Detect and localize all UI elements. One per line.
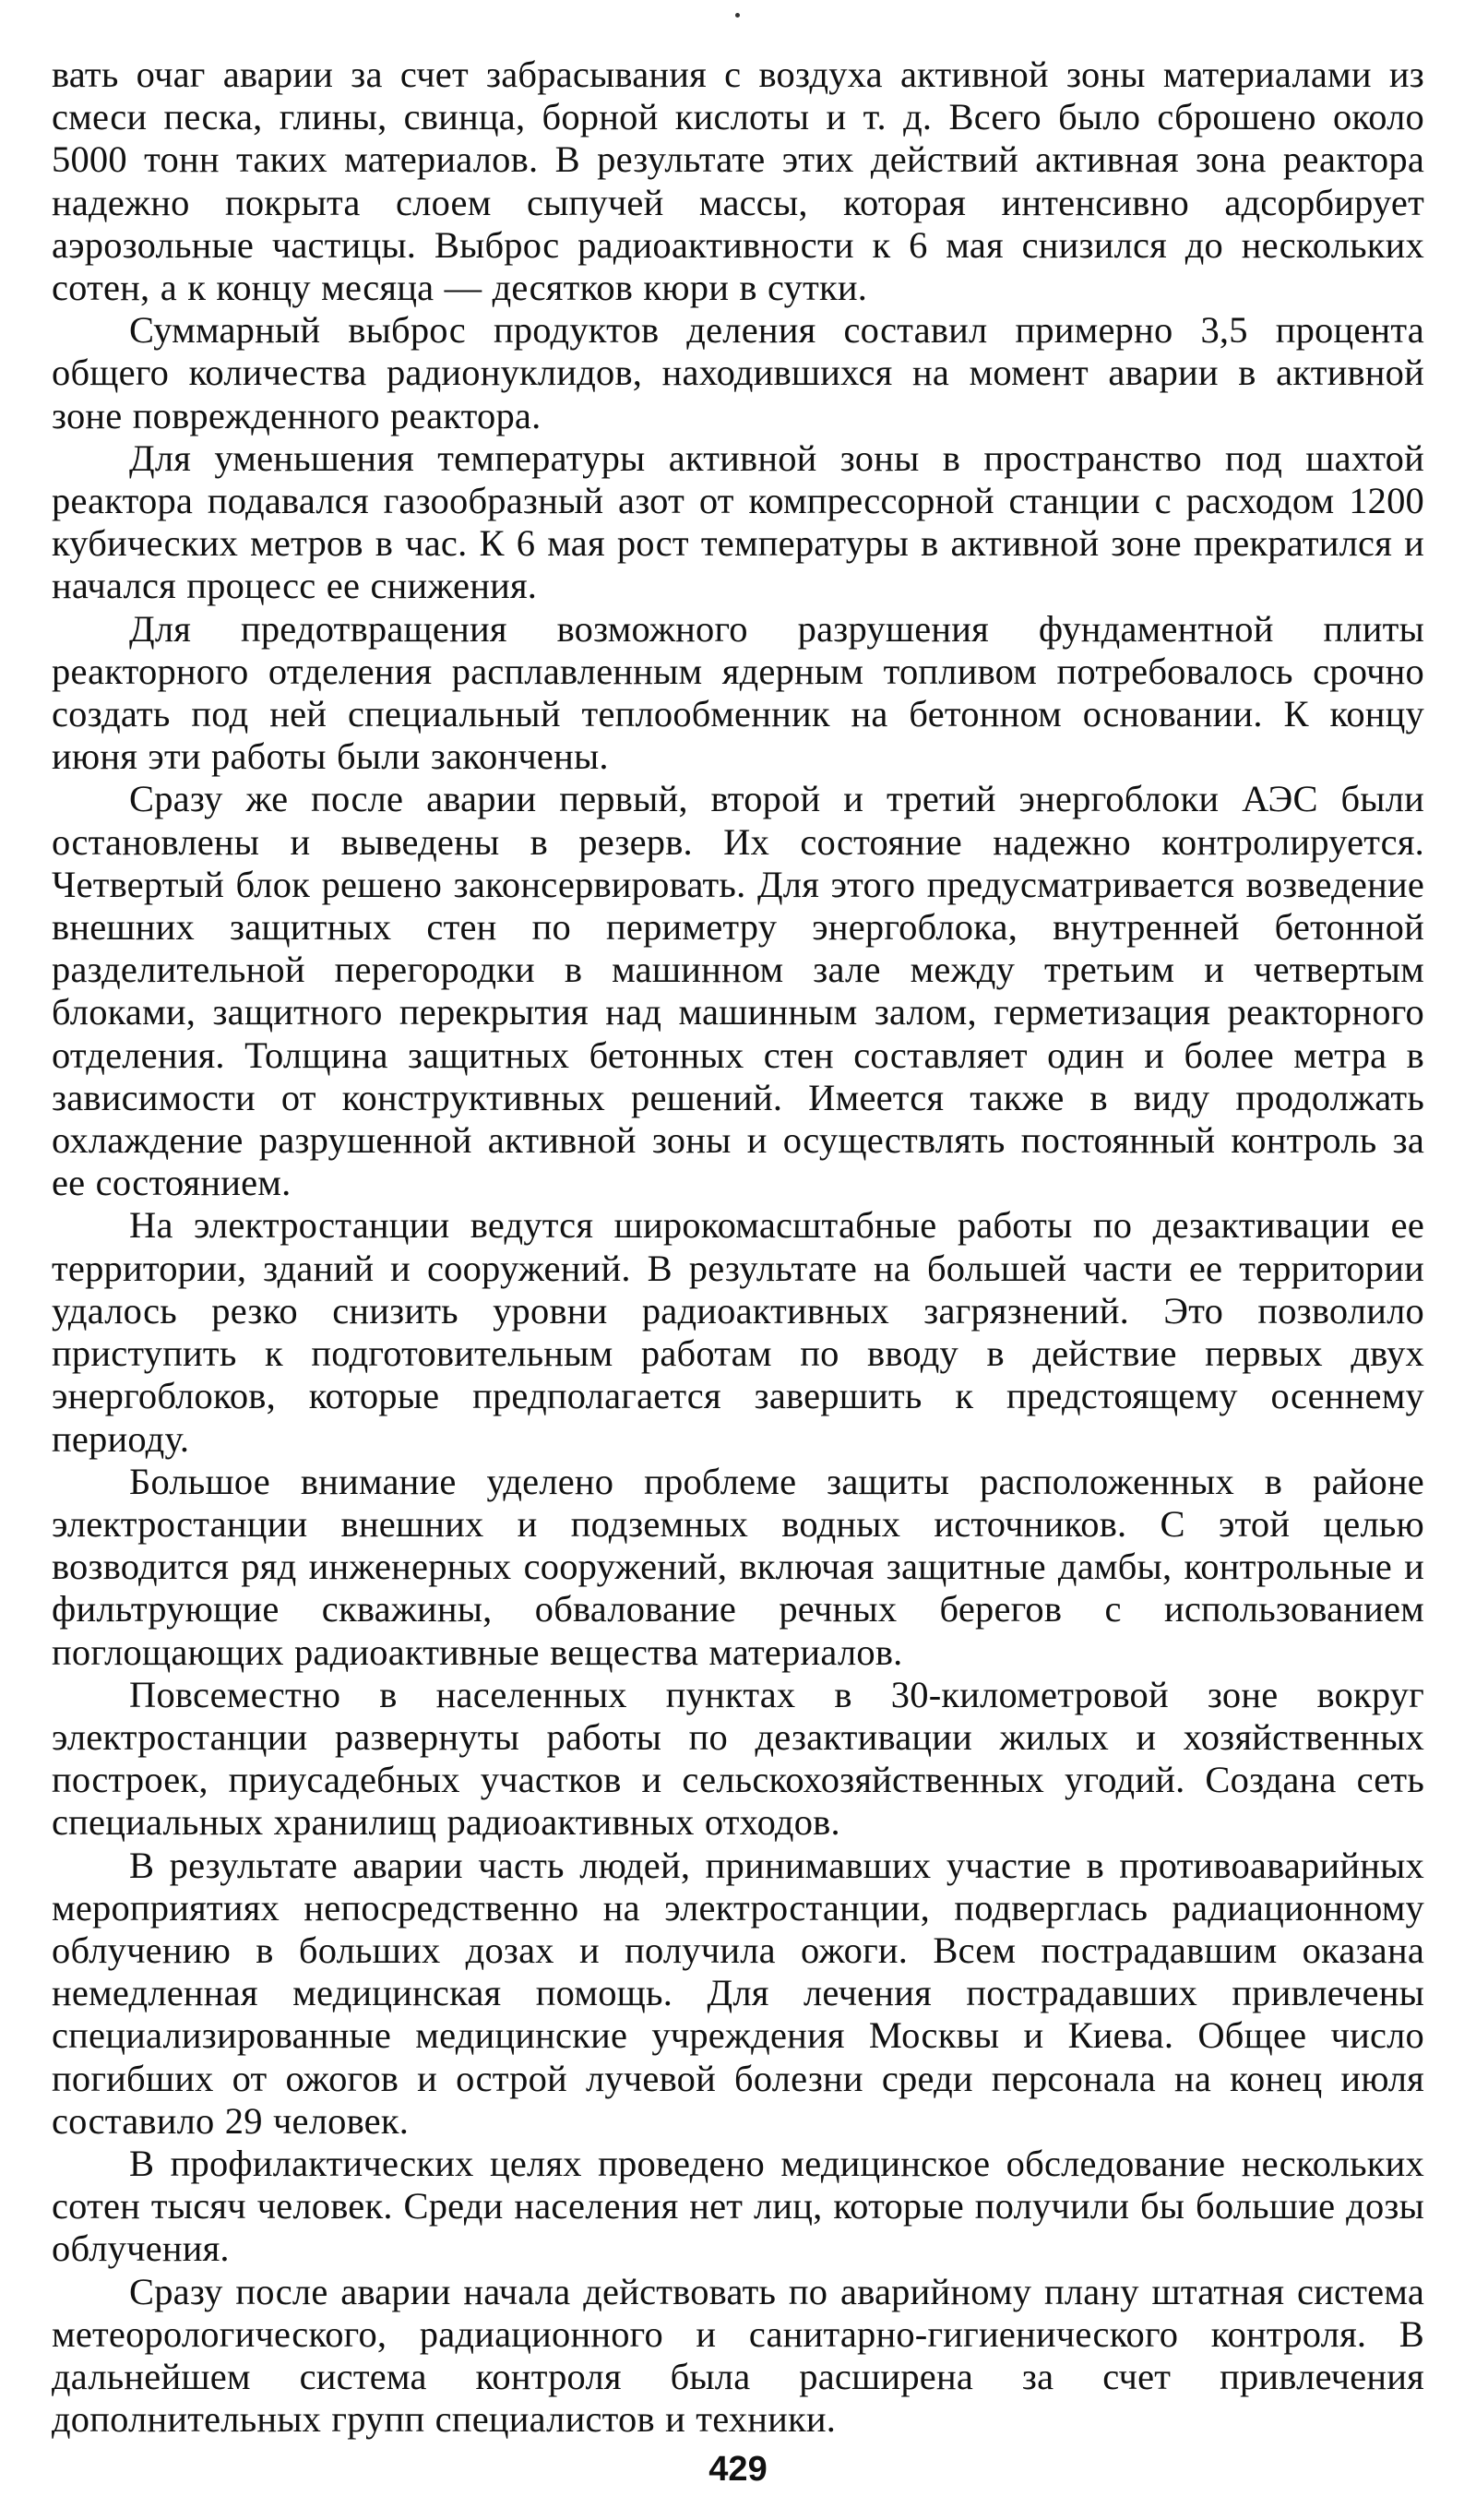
paragraph: На электростанции ведутся широкомасштабные работы по дезактивации ее территории, зданий и сооружений. В результате на большей части ее территории удалось резко снизить уровни радиоактивных загрязнений. Это позволило приступить к подготовительным работам по вводу в действие первых двух энергоблоков, которые предполагается завершить к предстоящему осеннему периоду. (52, 1204, 1424, 1460)
paragraph: В результате аварии часть людей, принимавших участие в противоаварийных мероприятиях непосредственно на электростанции, подверглась радиационному облучению в больших дозах и получила ожоги. Всем пострадавшим оказана немедленная медицинская помощь. Для лечения пострадавших привлечены специализированные медицинские учреждения Москвы и Киева. Общее число погибших от ожогов и острой лучевой болезни среди персонала на конец июля составило 29 человек. (52, 1844, 1424, 2142)
paragraph: В профилактических целях проведено медицинское обследование нескольких сотен тысяч человек. Среди населения нет лиц, которые получили бы большие дозы облучения. (52, 2142, 1424, 2270)
page-number: 429 (708, 2450, 768, 2489)
paragraph: Суммарный выброс продуктов деления составил примерно 3,5 процента общего количества радионуклидов, находившихся на момент аварии в активной зоне поврежденного реактора. (52, 309, 1424, 436)
paragraph: Повсеместно в населенных пунктах в 30-километровой зоне вокруг электростанции развернуты работы по дезактивации жилых и хозяйственных построек, приусадебных участков и сельскохозяйственных угодий. Создана сеть специальных хранилищ радиоактивных отходов. (52, 1673, 1424, 1844)
paragraph-continued: вать очаг аварии за счет забрасывания с воздуха активной зоны материалами из смеси песка, глины, свинца, борной кислоты и т. д. Всего было сброшено около 5000 тонн таких материалов. В результате этих действий активная зона реактора надежно покрыта слоем сыпучей массы, которая интенсивно адсорбирует аэрозольные частицы. Выброс радиоактивности к 6 мая снизился до нескольких сотен, а к концу месяца — десятков кюри в сутки. (52, 54, 1424, 309)
paragraph: Большое внимание уделено проблеме защиты расположенных в районе электростанции внешних и подземных водных источников. С этой целью возводится ряд инженерных сооружений, включая защитные дамбы, контрольные и фильтрующие скважины, обвалование речных берегов с использованием поглощающих радиоактивные вещества материалов. (52, 1460, 1424, 1673)
paragraph: Для уменьшения температуры активной зоны в пространство под шахтой реактора подавался газообразный азот от компрессорной станции с расходом 1200 кубических метров в час. К 6 мая рост температуры в активной зоне прекратился и начался процесс ее снижения. (52, 436, 1424, 607)
scan-speck (735, 13, 740, 18)
paragraph: Сразу после аварии начала действовать по аварийному плану штатная система метеорологического, радиационного и санитарно-гигиенического контроля. В дальнейшем система контроля была расширена за счет привлечения дополнительных групп специалистов и техники. (52, 2270, 1424, 2441)
paragraph: Сразу же после аварии первый, второй и третий энергоблоки АЭС были остановлены и выведены в резерв. Их состояние надежно контролируется. Четвертый блок решено законсервировать. Для этого предусматривается возведение внешних защитных стен по периметру энергоблока, внутренней бетонной разделительной перегородки в машинном зале между третьим и четвертым блоками, защитного перекрытия над машинным залом, герметизация реакторного отделения. Толщина защитных бетонных стен составляет один и более метра в зависимости от конструктивных решений. Имеется также в виду продолжать охлаждение разрушенной активной зоны и осуществлять постоянный контроль за ее состоянием. (52, 778, 1424, 1204)
book-page-text (52, 54, 1424, 2441)
paragraph: Для предотвращения возможного разрушения фундаментной плиты реакторного отделения расплавленным ядерным топливом потребовалось срочно создать под ней специальный теплообменник на бетонном основании. К концу июня эти работы были закончены. (52, 607, 1424, 778)
